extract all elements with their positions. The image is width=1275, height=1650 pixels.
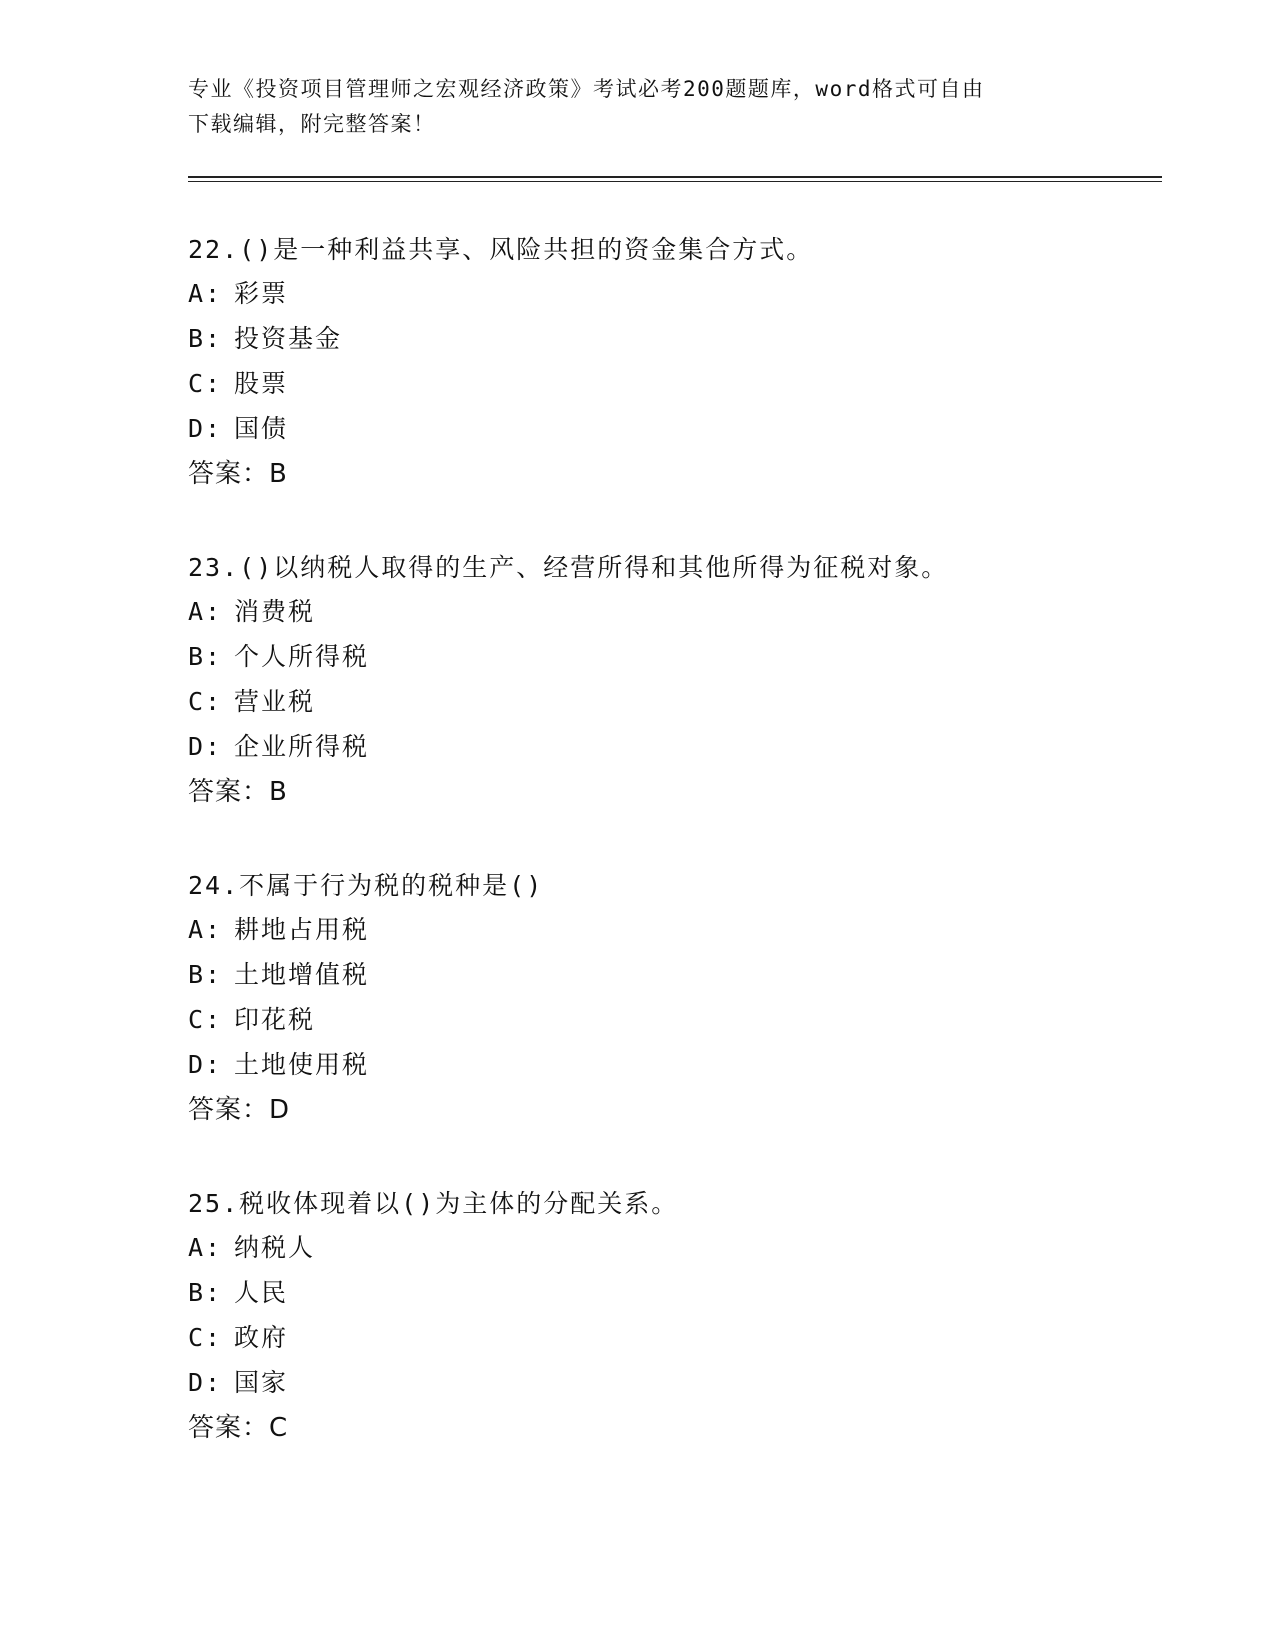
question-stem: 23.()以纳税人取得的生产、经营所得和其他所得为征税对象。 [188, 553, 949, 582]
option-b [188, 323, 1168, 368]
option-text: 国家 [234, 1368, 289, 1397]
header-divider-thick [188, 176, 1162, 178]
option-c [188, 686, 1168, 731]
option-c [188, 368, 1168, 413]
header-divider-thin [188, 181, 1162, 182]
option-a [188, 914, 1168, 959]
option-a [188, 1232, 1168, 1277]
question-stem: 24.不属于行为税的税种是() [188, 871, 544, 900]
option-letter: C: [188, 687, 223, 716]
option-letter: A: [188, 597, 223, 626]
option-text: 耕地占用税 [234, 915, 370, 944]
option-letter: D: [188, 1050, 223, 1079]
option-d [188, 413, 1168, 458]
option-a [188, 278, 1168, 323]
option-text: 纳税人 [234, 1233, 316, 1262]
question-block-24 [188, 870, 1168, 1139]
option-text: 国债 [234, 414, 289, 443]
option-letter: B: [188, 960, 223, 989]
option-letter: D: [188, 414, 223, 443]
option-letter: A: [188, 279, 223, 308]
option-letter: C: [188, 1005, 223, 1034]
option-letter: A: [188, 1233, 223, 1262]
option-letter: D: [188, 732, 223, 761]
option-d [188, 731, 1168, 776]
option-text: 股票 [234, 369, 289, 398]
option-b [188, 1277, 1168, 1322]
question-block-23 [188, 552, 1168, 821]
question-block-25 [188, 1188, 1168, 1457]
option-letter: B: [188, 1278, 223, 1307]
answer-line: 答案：B [188, 777, 288, 807]
option-text: 企业所得税 [234, 732, 370, 761]
answer-line: 答案：D [188, 1095, 291, 1125]
option-text: 政府 [234, 1323, 289, 1352]
option-text: 土地增值税 [234, 960, 370, 989]
option-c [188, 1004, 1168, 1049]
option-letter: B: [188, 642, 223, 671]
question-block-22 [188, 234, 1168, 503]
option-letter: A: [188, 915, 223, 944]
header-line-1: 专业《投资项目管理师之宏观经济政策》考试必考200题题库，word格式可自由 [188, 77, 985, 101]
option-text: 个人所得税 [234, 642, 370, 671]
option-text: 消费税 [234, 597, 316, 626]
option-letter: C: [188, 1323, 223, 1352]
option-d [188, 1367, 1168, 1412]
answer-line: 答案：C [188, 1413, 289, 1443]
option-letter: D: [188, 1368, 223, 1397]
option-text: 土地使用税 [234, 1050, 370, 1079]
option-a [188, 596, 1168, 641]
option-letter: B: [188, 324, 223, 353]
option-letter: C: [188, 369, 223, 398]
question-stem: 25.税收体现着以()为主体的分配关系。 [188, 1189, 679, 1218]
option-c [188, 1322, 1168, 1367]
header-line-2: 下载编辑，附完整答案！ [188, 112, 436, 136]
question-stem: 22.()是一种利益共享、风险共担的资金集合方式。 [188, 235, 814, 264]
option-b [188, 641, 1168, 686]
option-text: 人民 [234, 1278, 289, 1307]
option-text: 彩票 [234, 279, 289, 308]
option-text: 印花税 [234, 1005, 316, 1034]
option-text: 营业税 [234, 687, 316, 716]
answer-line: 答案：B [188, 459, 288, 489]
option-d [188, 1049, 1168, 1094]
option-text: 投资基金 [234, 324, 343, 353]
document-header [188, 72, 1088, 142]
option-b [188, 959, 1168, 1004]
